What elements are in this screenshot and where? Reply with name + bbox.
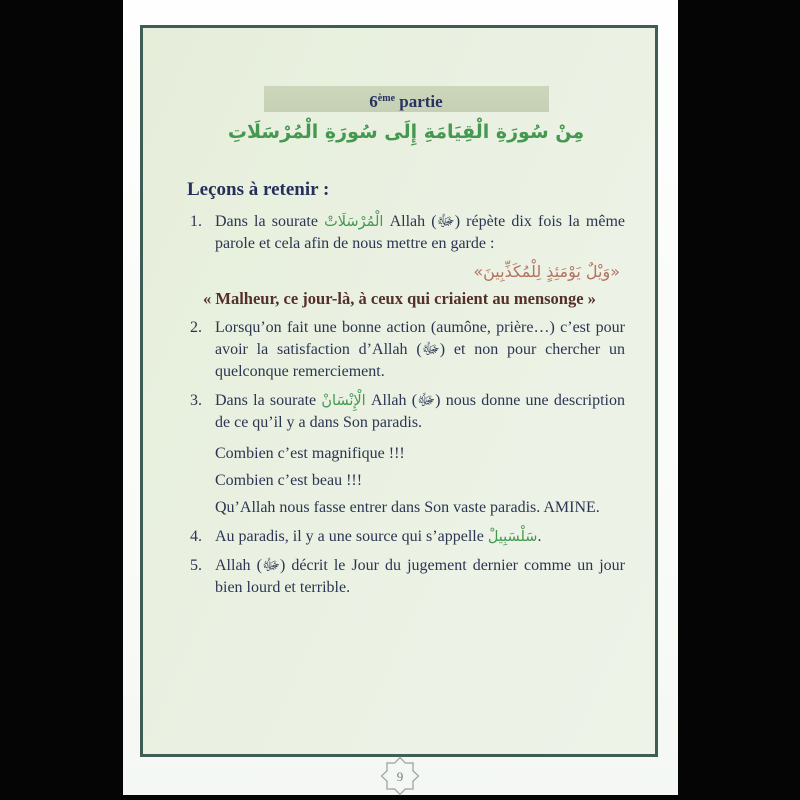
lesson-text — [215, 526, 625, 548]
part-banner — [264, 86, 549, 112]
lesson-item-4 — [190, 526, 625, 548]
lesson-3-subline-beau: Combien c’est beau !!! — [215, 472, 363, 489]
lesson-4-arabic-word: سَلْسَبِيلْ — [487, 529, 538, 545]
page-number: 9 — [396, 769, 404, 784]
page-number-seal — [380, 756, 420, 796]
lesson-number: 4. — [190, 528, 202, 545]
eight-point-star-icon — [380, 756, 420, 796]
page-frame — [140, 25, 658, 757]
lesson-item-5 — [190, 555, 625, 599]
part-word: partie — [395, 92, 443, 111]
quran-quote-french: « Malheur, ce jour-là, à ceux qui criaient au mensonge » — [203, 289, 596, 308]
section-heading: Leçons à retenir : — [187, 179, 330, 200]
lessons-list — [190, 211, 625, 599]
lesson-item-3 — [190, 390, 625, 519]
lesson-number: 1. — [190, 213, 202, 230]
lesson-3-arabic-word: الْإِنْسَانْ — [321, 393, 366, 409]
lesson-3-text-pre: Dans la sourate — [215, 392, 322, 409]
lesson-3-main-line — [215, 390, 625, 434]
page-content — [143, 86, 655, 800]
part-number: 6 — [369, 92, 378, 111]
lesson-3-subline-amine: Qu’Allah nous fasse entrer dans Son vaste paradis. AMINE. — [215, 499, 600, 516]
lesson-1-text-post: Allah (ﷻ) répète dix fois la même parole et cela afin de nous mettre en garde : — [215, 213, 625, 252]
lesson-1-text-pre: Dans la sourate — [215, 213, 325, 230]
lesson-text — [215, 211, 625, 255]
quran-quote-arabic: «وَيْلٌ يَوْمَئِذٍ لِلْمُكَذِّبِينَ» — [473, 262, 620, 281]
lesson-text: Lorsqu’on fait une bonne action (aumône, prière…) c’est pour avoir la satisfaction d’Allah (ﷻ) et non pour chercher un quelconque remerciement. — [215, 319, 625, 380]
lesson-4-text-pre: Au paradis, il y a une source qui s’appelle — [215, 528, 488, 545]
lesson-text — [215, 390, 625, 519]
lesson-number: 5. — [190, 557, 202, 574]
lesson-3-subline-magnifique: Combien c’est magnifique !!! — [215, 445, 405, 462]
book-page — [123, 0, 678, 795]
lesson-number: 2. — [190, 319, 202, 336]
lesson-item-2 — [190, 317, 625, 383]
part-suffix: ème — [377, 93, 396, 104]
lesson-text: Allah (ﷻ) décrit le Jour du jugement dernier comme un jour bien lourd et terrible. — [215, 557, 626, 596]
lesson-4-text-post: . — [537, 528, 542, 545]
lesson-1-arabic-word: الْمُرْسَلَاتْ — [324, 214, 384, 230]
lesson-number: 3. — [190, 392, 202, 409]
lesson-item-1 — [190, 211, 625, 255]
lesson-3-text-post: Allah (ﷻ) nous donne une description de ce qu’il y a dans Son paradis. — [215, 392, 625, 431]
surah-range-arabic-title: مِنْ سُورَةِ الْقِيَامَةِ إِلَى سُورَةِ الْمُرْسَلَاتِ — [227, 121, 585, 143]
